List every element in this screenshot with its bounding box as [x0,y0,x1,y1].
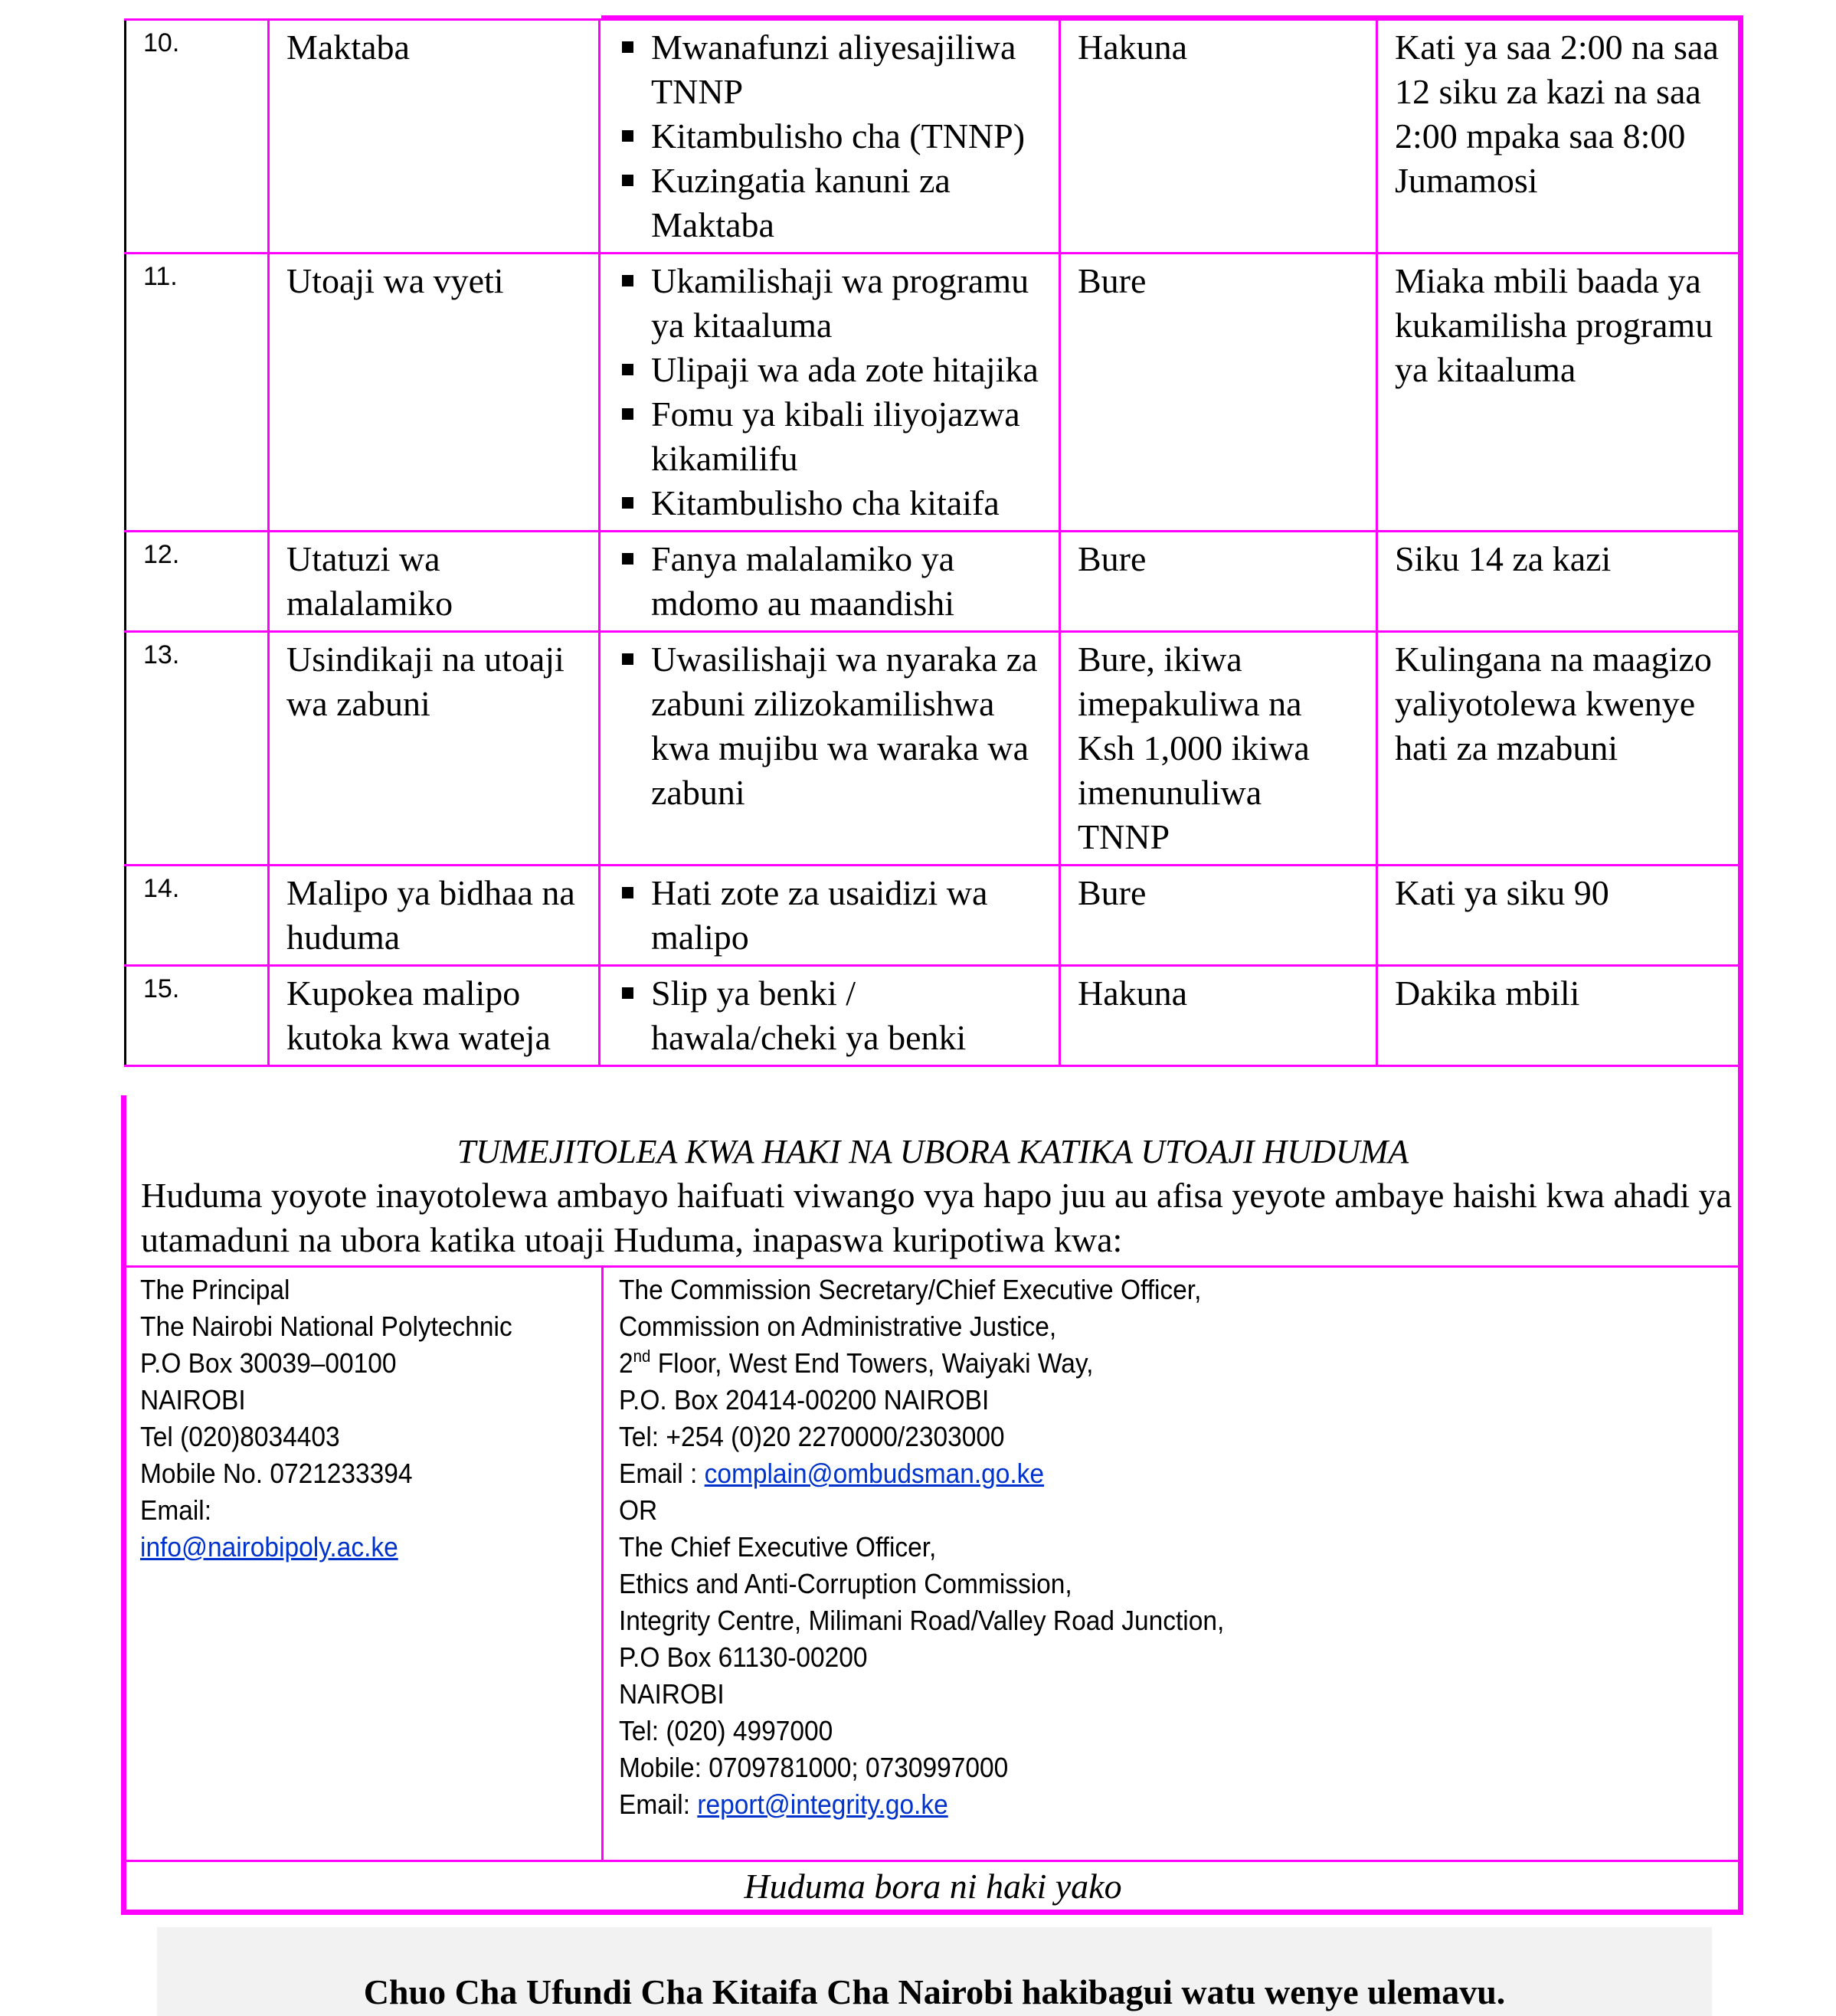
service-name: Utatuzi wa malalamiko [269,532,600,632]
slogan-top-divider [124,1860,1739,1862]
frame-left-border [121,1095,126,1915]
row-number: 12. [126,532,269,632]
requirement-item: Fomu ya kibali iliyojazwa kikamilifu [617,392,1043,481]
requirement-item: Kitambulisho cha kitaifa [617,481,1043,525]
contact-line: NAIROBI [619,1678,725,1710]
contact-line: Mobile: 0709781000; 0730997000 [619,1752,1009,1783]
contact-line: Tel (020)8034403 [140,1421,340,1452]
contact-line: OR [619,1494,658,1526]
row-number: 13. [126,632,269,866]
disability-statement: Chuo Cha Ufundi Cha Kitaifa Cha Nairobi hakibagui watu wenye ulemavu. [363,1972,1506,2011]
contact-line: Commission on Administrative Justice, [619,1311,1057,1342]
principal-contact [140,1271,512,1566]
requirement-item: Hati zote za usaidizi wa malipo [617,871,1043,960]
commission-contacts [619,1271,1224,1823]
polytechnic-email-link[interactable]: info@nairobipoly.ac.ke [140,1531,398,1563]
requirement-item: Uwasilishaji wa nyaraka za zabuni zilizokamilishwa kwa mujibu wa waraka wa zabuni [617,637,1043,815]
contact-line: Tel: +254 (0)20 2270000/2303000 [619,1421,1005,1452]
requirement-item: Fanya malalamiko ya mdomo au maandishi [617,537,1043,626]
contact-line: The Chief Executive Officer, [619,1531,937,1563]
service-name: Utoaji wa vyeti [269,254,600,532]
row-number: 14. [126,866,269,966]
contact-line: Integrity Centre, Milimani Road/Valley Road Junction, [619,1605,1225,1636]
contact-line: 2nd Floor, West End Towers, Waiyaki Way, [619,1347,1094,1379]
contact-line: The Commission Secretary/Chief Executive Officer, [619,1274,1202,1305]
contact-line: Tel: (020) 4997000 [619,1715,833,1746]
service-name: Malipo ya bidhaa na huduma [269,866,600,966]
contact-line: Email: [140,1494,212,1526]
service-cost: Hakuna [1060,20,1377,254]
row-number: 15. [126,966,269,1066]
requirement-item: Ukamilishaji wa programu ya kitaaluma [617,259,1043,348]
service-timeline: Siku 14 za kazi [1377,532,1740,632]
service-timeline: Dakika mbili [1377,966,1740,1066]
service-timeline: Kati ya siku 90 [1377,866,1740,966]
row-number: 10. [126,20,269,254]
notice-section [129,1097,1737,1265]
service-cost: Bure [1060,254,1377,532]
service-name: Usindikaji na utoaji wa zabuni [269,632,600,866]
contact-line: The Principal [140,1274,290,1305]
contact-line: NAIROBI [140,1384,246,1415]
service-cost: Bure, ikiwa imepakuliwa na Ksh 1,000 ikiwa imenunuliwa TNNP [1060,632,1377,866]
requirement-item: Ulipaji wa ada zote hitajika [617,348,1043,392]
requirement-item: Kuzingatia kanuni za Maktaba [617,159,1043,247]
ombudsman-email-link[interactable]: complain@ombudsman.go.ke [704,1458,1045,1489]
commitment-motto: TUMEJITOLEA KWA HAKI NA UBORA KATIKA UTOAJI HUDUMA [457,1133,1409,1170]
contact-line: Mobile No. 0721233394 [140,1458,413,1489]
contacts-top-divider [124,1265,1739,1268]
service-timeline: Miaka mbili baada ya kukamilisha programu ya kitaaluma [1377,254,1740,532]
integrity-email-link[interactable]: report@integrity.go.ke [697,1789,948,1820]
contact-line: Ethics and Anti-Corruption Commission, [619,1568,1072,1599]
row-number: 11. [126,254,269,532]
service-name: Maktaba [269,20,600,254]
slogan: Huduma bora ni haki yako [744,1867,1122,1906]
service-timeline: Kulingana na maagizo yaliyotolewa kwenye hati za mzabuni [1377,632,1740,866]
contact-line: P.O. Box 20414-00200 NAIROBI [619,1384,990,1415]
service-cost: Bure [1060,532,1377,632]
contact-line: P.O Box 61130-00200 [619,1641,868,1673]
requirement-item: Kitambulisho cha (TNNP) [617,114,1043,159]
service-name: Kupokea malipo kutoka kwa wateja [269,966,600,1066]
requirement-item: Mwanafunzi aliyesajiliwa TNNP [617,25,1043,114]
requirement-item: Slip ya benki / hawala/cheki ya benki [617,971,1043,1060]
service-cost: Hakuna [1060,966,1377,1066]
contact-line: Email : complain@ombudsman.go.ke [619,1458,1045,1489]
reporting-paragraph: Huduma yoyote inayotolewa ambayo haifuati viwango vya hapo juu au afisa yeyote ambaye haishi kwa ahadi ya utamaduni na ubora katika utoaji Huduma, inapaswa kuripotiwa kwa: [141,1176,1733,1259]
service-cost: Bure [1060,866,1377,966]
contact-line: The Nairobi National Polytechnic [140,1311,512,1342]
contact-line: Email: report@integrity.go.ke [619,1789,948,1820]
contact-line: P.O Box 30039–00100 [140,1347,397,1379]
contacts-column-divider [601,1265,604,1861]
service-timeline: Kati ya saa 2:00 na saa 12 siku za kazi na saa 2:00 mpaka saa 8:00 Jumamosi [1377,20,1740,254]
